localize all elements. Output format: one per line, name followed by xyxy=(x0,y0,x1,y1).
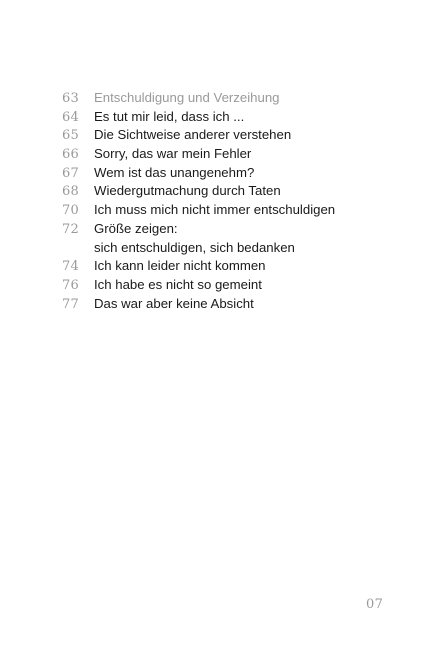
toc-page-number: 74 xyxy=(62,259,79,275)
toc-entry-title: Ich kann leider nicht kommen xyxy=(94,258,266,274)
toc-page-number: 64 xyxy=(62,109,79,125)
toc-entry[interactable] xyxy=(62,276,402,295)
toc-entry[interactable] xyxy=(62,145,402,164)
toc-entry[interactable] xyxy=(62,295,402,314)
toc-page-number: 68 xyxy=(62,184,79,200)
toc-entry-title: Wem ist das unangenehm? xyxy=(94,164,255,180)
toc-entry-title-continuation: sich entschuldigen, sich bedanken xyxy=(94,239,295,255)
toc-entry[interactable] xyxy=(62,126,402,145)
toc-page-number: 63 xyxy=(62,91,79,106)
toc-entry[interactable] xyxy=(62,257,402,276)
toc-page-number: 65 xyxy=(62,128,79,144)
toc-entry-title: Sorry, das war mein Fehler xyxy=(94,146,252,162)
toc-entry[interactable] xyxy=(62,164,402,183)
footer-page-number: 07 xyxy=(366,597,384,612)
toc-entry[interactable] xyxy=(62,201,402,220)
toc-section-title: Entschuldigung und Verzeihung xyxy=(94,90,280,105)
toc-entry-title: Es tut mir leid, dass ich ... xyxy=(94,108,245,124)
toc-entry-title: Ich muss mich nicht immer entschuldigen xyxy=(94,202,336,218)
toc-entry-title: Ich habe es nicht so gemeint xyxy=(94,276,262,292)
toc-page-number: 66 xyxy=(62,147,79,163)
toc-entry-title: Wiedergutmachung durch Taten xyxy=(94,183,281,199)
toc-page-number: 70 xyxy=(62,203,79,219)
toc-entry-title: Das war aber keine Absicht xyxy=(94,295,254,311)
toc-entry[interactable] xyxy=(62,182,402,201)
toc-entry[interactable] xyxy=(62,108,402,127)
table-of-contents xyxy=(62,89,402,313)
toc-entry-title: Die Sichtweise anderer verstehen xyxy=(94,127,292,143)
toc-page-number: 72 xyxy=(62,221,79,237)
toc-entry-title: Größe zeigen: xyxy=(94,220,178,236)
toc-entry-continuation[interactable] xyxy=(62,239,402,258)
toc-section-heading[interactable] xyxy=(62,89,402,108)
toc-entry[interactable] xyxy=(62,220,402,239)
toc-page-number: 76 xyxy=(62,277,79,293)
toc-page-number: 67 xyxy=(62,165,79,181)
toc-page-number: 77 xyxy=(62,296,79,312)
